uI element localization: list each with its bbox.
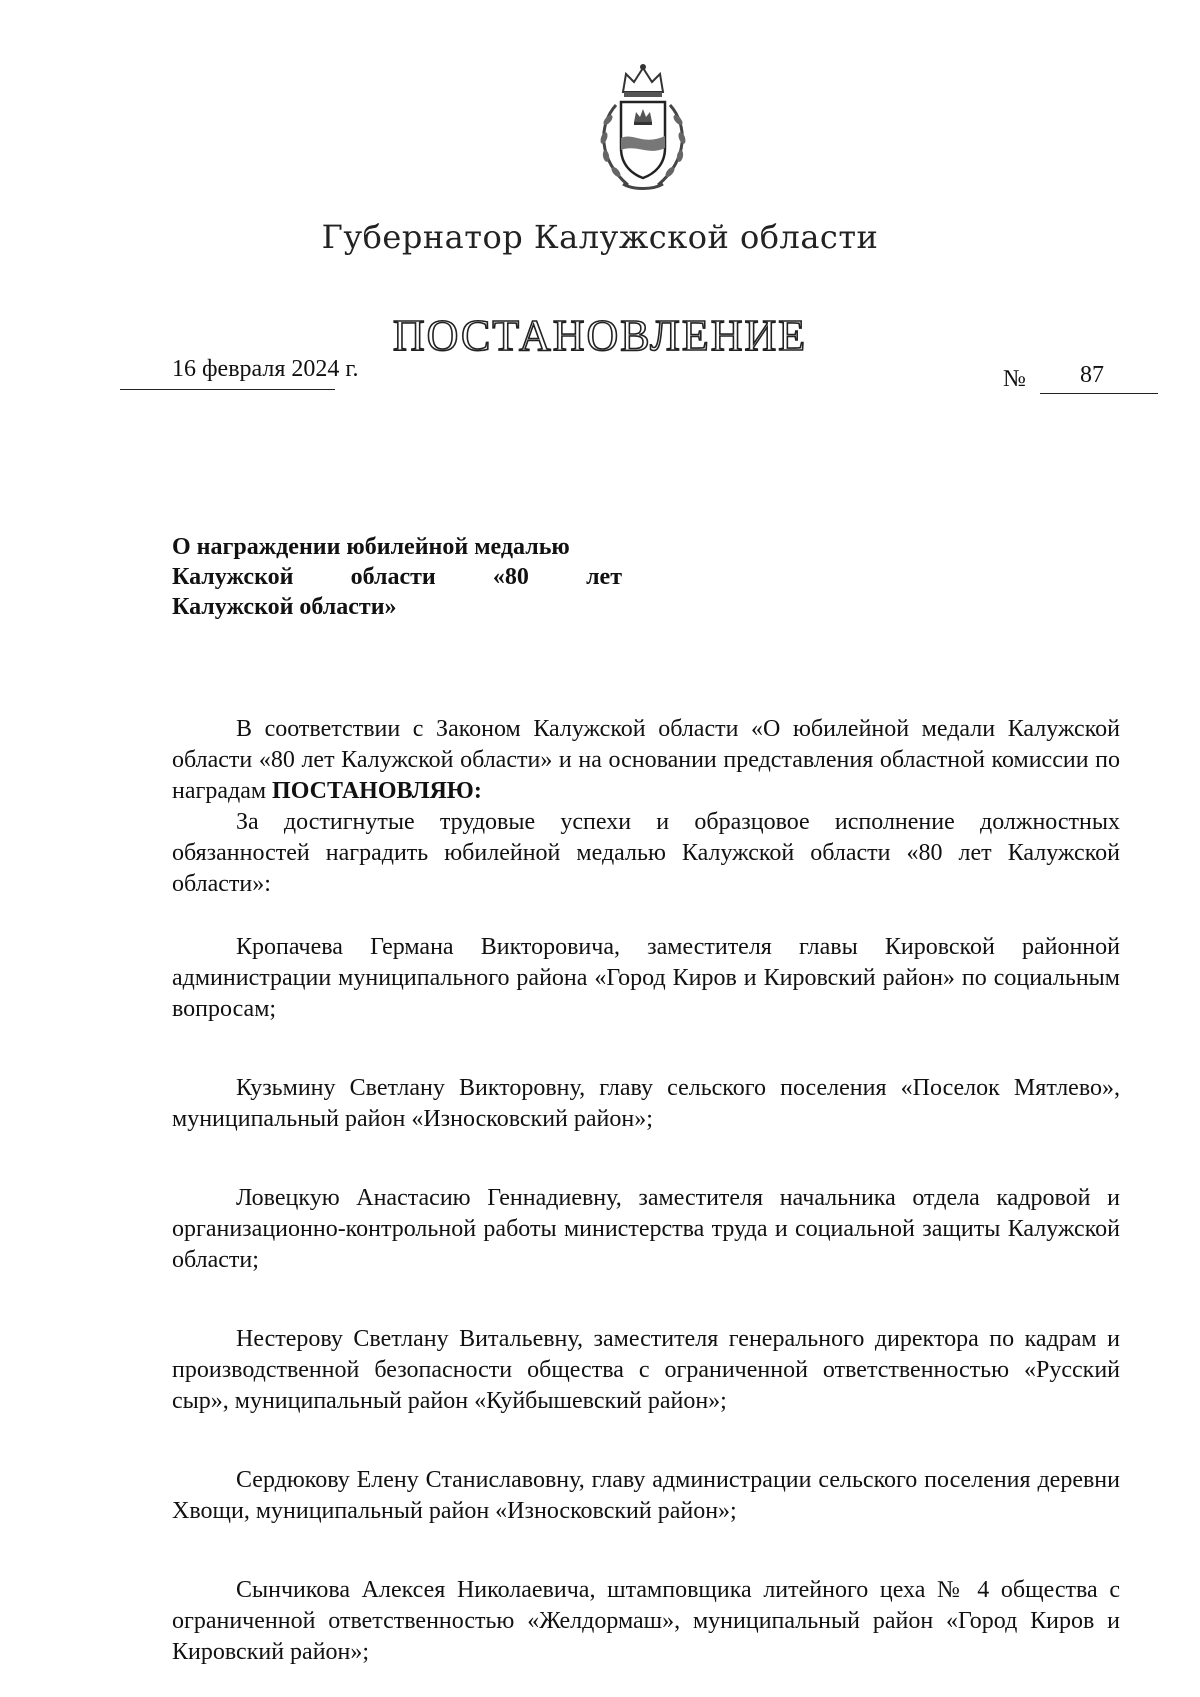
issuing-authority: Губернатор Калужской области bbox=[321, 218, 879, 256]
document-number: 87 bbox=[1080, 362, 1104, 388]
awardee-paragraph: Сердюкову Елену Станиславовну, главу администрации сельского поселения деревни Хвощи, муниципальный район «Износковский район»; bbox=[172, 1467, 1120, 1524]
document-type-title: ПОСТАНОВЛЕНИЕ bbox=[392, 311, 808, 360]
awardee-paragraph: Ловецкую Анастасию Геннадиевну, заместителя начальника отдела кадровой и организационно-контрольной работы министерства труда и социальной защиты Калужской области; bbox=[172, 1185, 1120, 1273]
preamble-text: В соответствии с Законом Калужской области «О юбилейной медали Калужской области «80 лет Калужской области» и на основании представления областной комиссии по наградам bbox=[172, 716, 1120, 804]
document-subject bbox=[172, 532, 622, 622]
subject-line-3: Калужской области» bbox=[172, 594, 397, 620]
number-sign: № bbox=[1003, 366, 1026, 392]
awardee-paragraph: Кропачева Германа Викторовича, заместителя главы Кировской районной администрации муниципального района «Город Киров и Кировский район» по социальным вопросам; bbox=[172, 934, 1120, 1022]
decree-word: ПОСТАНОВЛЯЮ: bbox=[272, 778, 482, 804]
subject-line-1: О награждении юбилейной медалью bbox=[172, 534, 570, 560]
awardee-paragraph: Сынчикова Алексея Николаевича, штамповщика литейного цеха № 4 общества с ограниченной ответственностью «Желдормаш», муниципальный район «Город Киров и Кировский район»; bbox=[172, 1577, 1120, 1665]
coat-of-arms-emblem bbox=[588, 60, 698, 195]
awardee-paragraph: Нестерову Светлану Витальевну, заместителя генерального директора по кадрам и производственной безопасности общества с ограниченной ответственностью «Русский сыр», муниципальный район «Куйбышевский район»; bbox=[172, 1326, 1120, 1414]
intro-paragraph: За достигнутые трудовые успехи и образцовое исполнение должностных обязанностей наградить юбилейной медалью Калужской области «80 лет Калужской области»: bbox=[172, 809, 1120, 897]
number-underline bbox=[1040, 393, 1158, 394]
document-body bbox=[172, 714, 1120, 1668]
subject-line-2: Калужской области «80 лет bbox=[172, 564, 622, 590]
document-date: 16 февраля 2024 г. bbox=[172, 356, 359, 382]
date-underline bbox=[120, 389, 335, 390]
preamble-paragraph bbox=[172, 714, 1120, 807]
awardee-paragraph: Кузьмину Светлану Викторовну, главу сельского поселения «Поселок Мятлево», муниципальный район «Износковский район»; bbox=[172, 1075, 1120, 1132]
